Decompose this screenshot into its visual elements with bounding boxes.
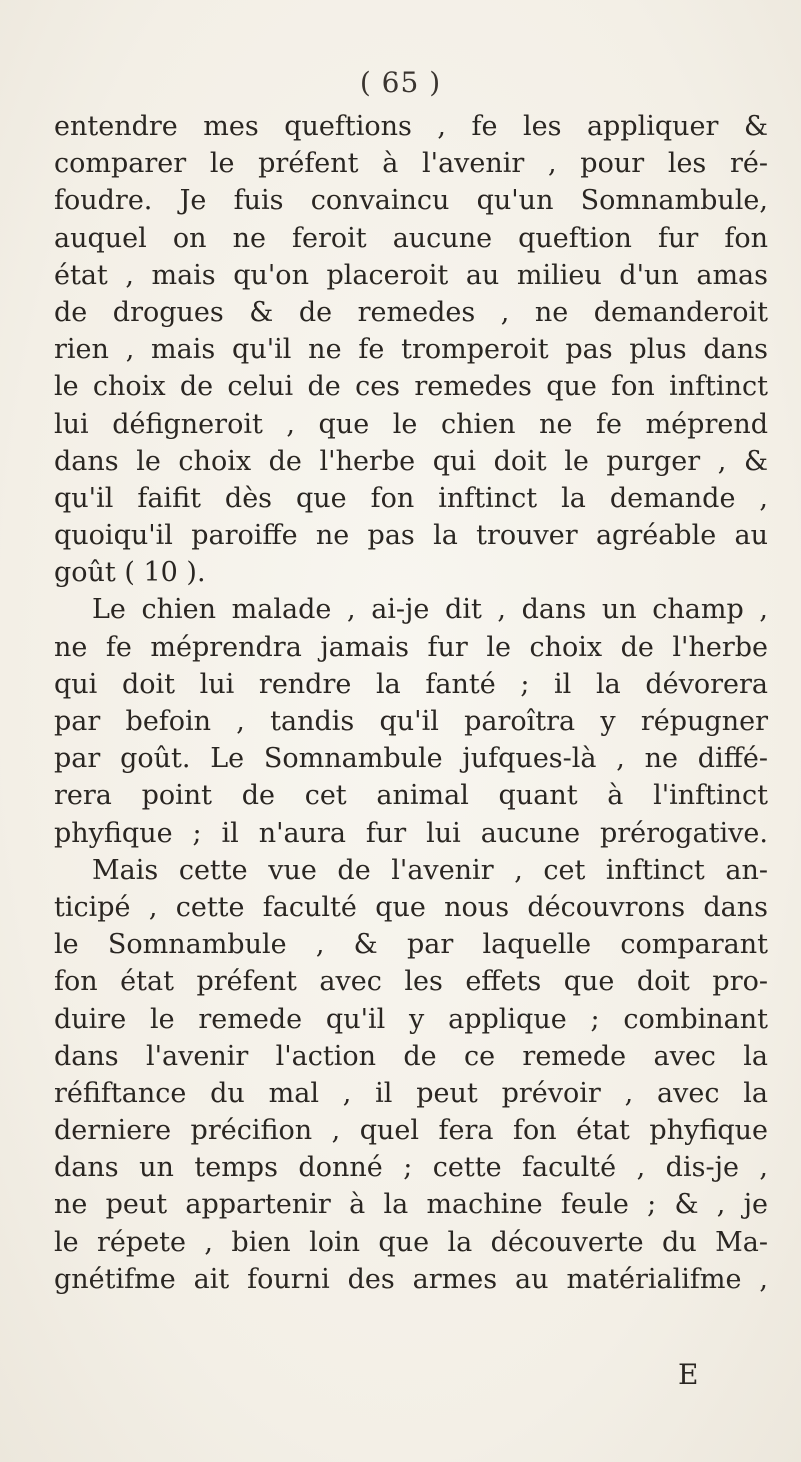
text-line: rera point de cet animal quant à l'inftinct: [54, 780, 768, 812]
body-text: [54, 108, 768, 1298]
text-line: auquel on ne feroit aucune queftion fur fon: [54, 222, 768, 254]
text-line: le Somnambule , & par laquelle comparant: [54, 929, 768, 961]
text-line: par goût. Le Somnambule jufques-là , ne diffé-: [54, 743, 768, 775]
text-line: dans un temps donné ; cette faculté , dis-je ,: [54, 1152, 768, 1184]
text-line: phyfique ; il n'aura fur lui aucune prérogative.: [54, 817, 768, 849]
text-line: Mais cette vue de l'avenir , cet inftinct an-: [92, 854, 768, 886]
text-line: rien , mais qu'il ne fe tromperoit pas plus dans: [54, 334, 768, 366]
text-line: duire le remede qu'il y applique ; combinant: [54, 1003, 768, 1035]
text-line: qui doit lui rendre la fanté ; il la dévorera: [54, 668, 768, 700]
text-line: lui défigneroit , que le chien ne fe méprend: [54, 408, 768, 440]
page-number-header: ( 65 ): [359, 66, 442, 99]
signature-mark: E: [678, 1358, 699, 1391]
text-line: le choix de celui de ces remedes que fon inftinct: [54, 371, 768, 403]
text-line: dans l'avenir l'action de ce remede avec la: [54, 1040, 768, 1072]
text-line: par befoin , tandis qu'il paroîtra y répugner: [54, 706, 768, 737]
text-line: état , mais qu'on placeroit au milieu d'un amas: [54, 259, 768, 291]
text-line: derniere précifion , quel fera fon état phyfique: [54, 1115, 768, 1147]
text-line: foudre. Je fuis convaincu qu'un Somnambule,: [54, 185, 768, 217]
text-line: réfiftance du mal , il peut prévoir , avec la: [54, 1077, 768, 1109]
text-line: ne fe méprendra jamais fur le choix de l'herbe: [54, 631, 768, 663]
text-line: comparer le préfent à l'avenir , pour les ré-: [54, 148, 768, 180]
text-line: le répete , bien loin que la découverte du Ma-: [54, 1226, 768, 1258]
text-line: Le chien malade , ai-je dit , dans un champ ,: [92, 594, 768, 626]
text-line: de drogues & de remedes , ne demanderoit: [54, 296, 768, 328]
text-line: fon état préfent avec les effets que doit pro-: [54, 966, 768, 998]
text-line: goût ( 10 ).: [54, 557, 206, 589]
text-line: entendre mes queftions , fe les appliquer &: [54, 111, 768, 142]
text-line: ne peut appartenir à la machine feule ; & , je: [54, 1189, 768, 1221]
text-line: quoiqu'il paroiffe ne pas la trouver agréable au: [54, 520, 768, 552]
text-line: ticipé , cette faculté que nous découvrons dans: [54, 891, 768, 923]
text-line: dans le choix de l'herbe qui doit le purger , &: [54, 445, 768, 477]
text-line: gnétifme ait fourni des armes au matérialifme ,: [54, 1263, 768, 1295]
text-line: qu'il faifit dès que fon inftinct la demande ,: [54, 482, 768, 514]
